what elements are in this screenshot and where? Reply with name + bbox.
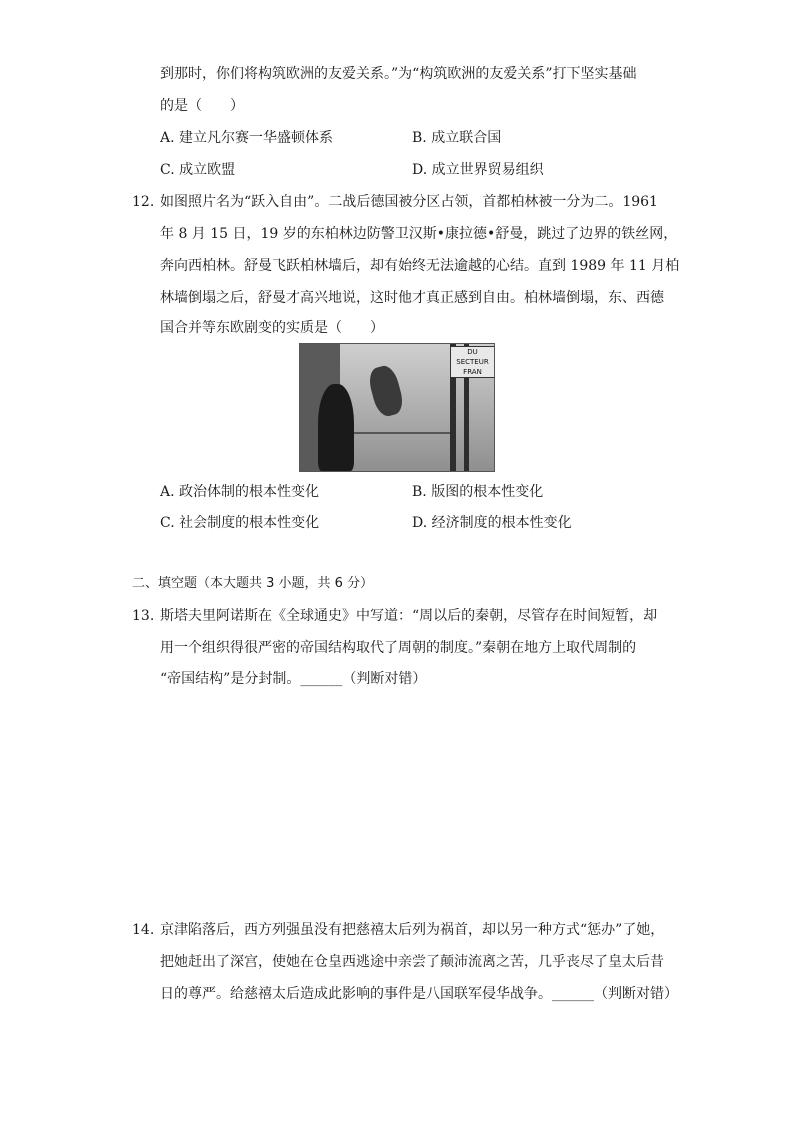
q12-option-b: B. 版图的根本性变化: [412, 484, 544, 500]
photo-barbed-wire: [340, 432, 450, 434]
q12-option-a: A. 政治体制的根本性变化: [160, 484, 320, 500]
q11-stem-line-1: 到那时，你们将构筑欧洲的友爱关系。”为“构筑欧洲的友爱关系”打下坚实基础: [160, 66, 637, 82]
q12-number: 12.: [132, 194, 155, 210]
q12-option-d: D. 经济制度的根本性变化: [412, 515, 572, 531]
q12-option-c: C. 社会制度的根本性变化: [160, 515, 320, 531]
q14-stem-line-3: 日的尊严。给慈禧太后造成此影响的事件是八国联军侵华战争。______（判断对错）: [160, 986, 678, 1002]
q14-stem-line-1: 京津陷落后，西方列强虽没有把慈禧太后列为祸首，却以另一种方式“惩办”了她，: [160, 922, 665, 938]
section-heading-fill-in: 二、填空题（本大题共 3 小题，共 6 分）: [132, 576, 374, 591]
q12-stem-line-2: 年 8 月 15 日，19 岁的东柏林边防警卫汉斯•康拉德•舒曼，跳过了边界的铁丝网，: [160, 226, 678, 242]
photo-sector-sign: DU SECTEUR FRAN: [450, 346, 495, 378]
leap-to-freedom-photo: [299, 343, 495, 472]
q12-stem-line-5: 国合并等东欧剧变的实质是（ ）: [160, 320, 384, 336]
photo-foreground-figure: [318, 384, 354, 471]
q11-option-d: D. 成立世界贸易组织: [412, 162, 544, 178]
q11-option-c: C. 成立欧盟: [160, 162, 236, 178]
q11-option-a: A. 建立凡尔赛一华盛顿体系: [160, 130, 334, 146]
q12-stem-line-1: 如图照片名为“跃入自由”。二战后德国被分区占领，首都柏林被一分为二。1961: [160, 194, 658, 210]
q11-stem-line-2: 的是（ ）: [160, 98, 244, 114]
q12-stem-line-4: 林墙倒塌之后，舒曼才高兴地说，这时他才真正感到自由。柏林墙倒塌，东、西德: [160, 290, 664, 306]
q12-stem-line-3: 奔向西柏林。舒曼飞跃柏林墙后，却有始终无法逾越的心结。直到 1989 年 11 月柏: [160, 258, 680, 274]
q14-number: 14.: [132, 922, 155, 938]
q13-stem-line-2: 用一个组织得很严密的帝国结构取代了周朝的制度。”秦朝在地方上取代周制的: [160, 640, 637, 656]
q14-stem-line-2: 把她赶出了深宫，使她在仓皇西逃途中亲尝了颠沛流离之苦，几乎丧尽了皇太后昔: [160, 954, 664, 970]
q13-stem-line-1: 斯塔夫里阿诺斯在《全球通史》中写道：“周以后的秦朝，尽管存在时间短暂，却: [160, 608, 658, 624]
q13-number: 13.: [132, 608, 155, 624]
q11-option-b: B. 成立联合国: [412, 130, 502, 146]
q13-stem-line-3: “帝国结构”是分封制。______（判断对错）: [160, 671, 427, 687]
